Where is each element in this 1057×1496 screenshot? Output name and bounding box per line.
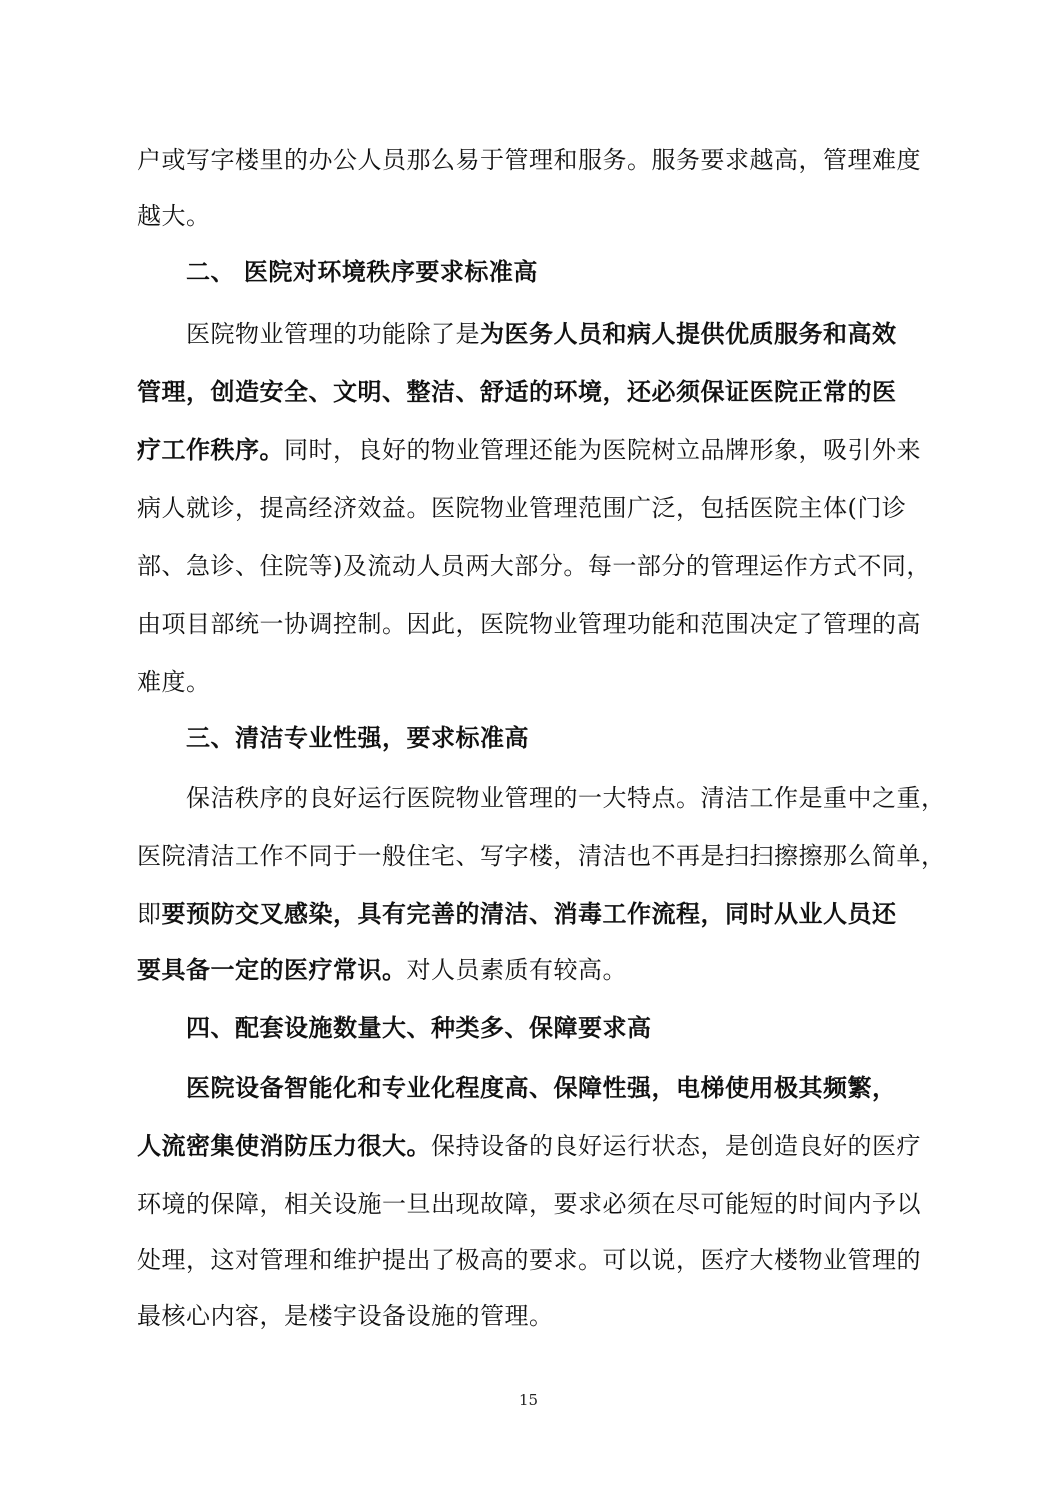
body-line: 病人就诊，提高经济效益。医院物业管理范围广泛，包括医院主体(门诊: [137, 494, 907, 522]
body-line: 部、急诊、住院等)及流动人员两大部分。每一部分的管理运作方式不同，: [137, 552, 931, 580]
body-line: 管理，创造安全、文明、整洁、舒适的环境，还必须保证医院正常的医: [137, 377, 897, 406]
body-line: 医院清洁工作不同于一般住宅、写字楼，清洁也不再是扫扫擦擦那么简单，: [137, 842, 946, 870]
body-line: 要具备一定的医疗常识。对人员素质有较高。: [137, 955, 627, 984]
body-line: 最核心内容，是楼宇设备设施的管理。: [137, 1302, 554, 1330]
body-line: 医院物业管理的功能除了是为医务人员和病人提供优质服务和高效: [186, 319, 897, 348]
section-heading-3: 三、清洁专业性强，要求标准高: [186, 723, 529, 752]
body-line: 由项目部统一协调控制。因此，医院物业管理功能和范围决定了管理的高: [137, 610, 921, 638]
body-line: 处理，这对管理和维护提出了极高的要求。可以说，医疗大楼物业管理的: [137, 1246, 921, 1274]
body-line: 人流密集使消防压力很大。保持设备的良好运行状态，是创造良好的医疗: [137, 1131, 921, 1160]
body-line: 即要预防交叉感染，具有完善的清洁、消毒工作流程，同时从业人员还: [137, 899, 897, 928]
body-line: 医院设备智能化和专业化程度高、保障性强，电梯使用极其频繁，: [186, 1073, 897, 1102]
body-line: 疗工作秩序。同时，良好的物业管理还能为医院树立品牌形象，吸引外来: [137, 435, 921, 464]
section-heading-2: 二、 医院对环境秩序要求标准高: [186, 257, 538, 286]
body-line: 环境的保障，相关设施一旦出现故障，要求必须在尽可能短的时间内予以: [137, 1190, 921, 1218]
section-heading-4: 四、配套设施数量大、种类多、保障要求高: [186, 1013, 652, 1042]
body-line: 户或写字楼里的办公人员那么易于管理和服务。服务要求越高，管理难度: [137, 146, 921, 174]
page-number: 15: [518, 1391, 539, 1409]
body-line: 越大。: [137, 202, 211, 230]
body-line: 难度。: [137, 668, 211, 696]
body-line: 保洁秩序的良好运行医院物业管理的一大特点。清洁工作是重中之重，: [186, 784, 946, 812]
